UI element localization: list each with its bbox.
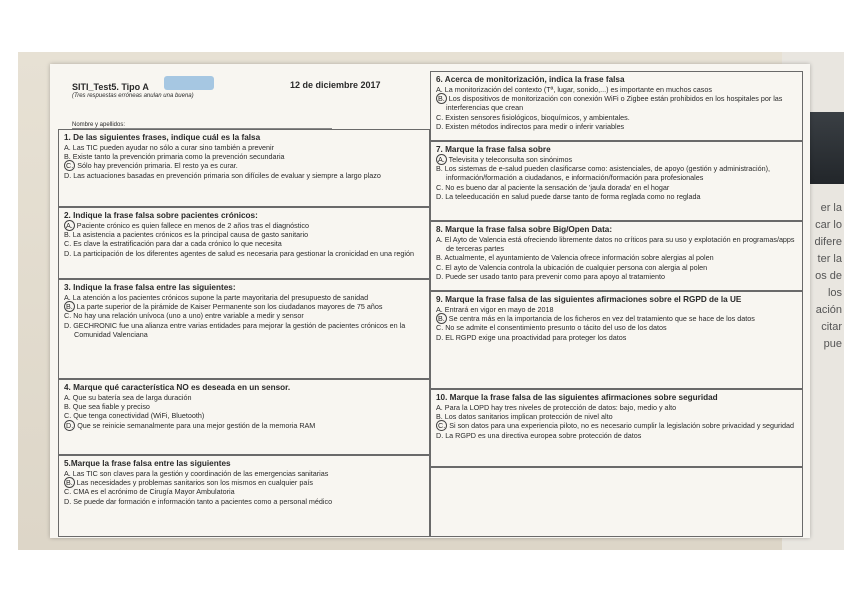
background-word: difere [814, 236, 842, 248]
option-d: D. La participación de los diferentes agentes de salud es necesaria para gestionar la cronicidad en una región [64, 248, 415, 258]
background-word: os de [815, 270, 842, 282]
question-4 [58, 379, 430, 455]
question-10 [430, 389, 803, 467]
name-field: Nombre y apellidos: [72, 122, 332, 129]
option-d: D. EL RGPD exige una proactividad para proteger los datos [436, 332, 627, 342]
question-title: 9. Marque la frase falsa de las siguientes afirmaciones sobre el RGPD de la UE [436, 295, 742, 304]
background-word: los [827, 287, 842, 299]
option-d-marked: D. Que se reinicie semanalmente para una mejor gestión de la memoria RAM [66, 420, 316, 430]
question-title: 5.Marque la frase falsa entre las siguientes [64, 459, 231, 468]
option-c: C. No hay una relación unívoca (uno a uno) entre variable a medir y sensor [64, 311, 304, 321]
option-d: D. Puede ser usado tanto para prevenir como para apoyo al tratamiento [436, 271, 665, 281]
empty-cell [430, 467, 803, 537]
option-a: A. La atención a los pacientes crónicos supone la parte mayoritaria del presupuesto de sanidad [64, 293, 369, 302]
option-b: B. Los datos sanitarios implican protección de nivel alto [436, 412, 613, 422]
option-c: C. No es bueno dar al paciente la sensación de 'jaula dorada' en el hogar [436, 182, 670, 192]
option-c: C. CMA es el acrónimo de Cirugía Mayor Ambulatoria [64, 487, 235, 497]
exam-header [72, 80, 452, 128]
redaction-mark [164, 76, 214, 90]
option-d: D. Se puede dar formación e información tanto a pacientes como a personal médico [64, 496, 333, 506]
option-b: B. La asistencia a pacientes crónicos es la principal causa de gasto sanitario [64, 230, 309, 240]
option-d: D. Las actuaciones basadas en prevención primaria son difíciles de evaluar y siempre a largo plazo [64, 170, 381, 180]
question-title: 1. De las siguientes frases, indique cuál es la falsa [64, 133, 261, 142]
question-8 [430, 221, 803, 291]
question-title: 4. Marque qué característica NO es deseada en un sensor. [64, 383, 291, 392]
option-a-marked: A. Paciente crónico es quien fallece en menos de 2 años tras el diagnóstico [66, 221, 309, 230]
background-word: car lo [815, 219, 842, 231]
option-b: B. Los sistemas de e-salud pueden clasificarse como: asistenciales, de apoyo (gestión y administración), información/formación a ciudadanos, e información/formación para profesionales [436, 164, 770, 183]
question-1 [58, 129, 430, 207]
exam-sheet [50, 64, 810, 538]
question-title: 7. Marque la frase falsa sobre [436, 145, 551, 154]
option-c: C. El ayto de Valencia controla la ubicación de cualquier persona con alergia al polen [436, 262, 708, 272]
option-a: A. Las TIC son claves para la gestión y coordinación de las emergencias sanitarias [64, 469, 329, 478]
option-d: D. Existen métodos indirectos para medir o inferir variables [436, 121, 625, 131]
option-c: C. Es clave la estratificación para dar a cada crónico lo que necesita [64, 239, 282, 249]
test-title: SITI_Test5. Tipo A [72, 82, 149, 92]
option-c: C. Que tenga conectividad (WiFi, Bluetooth) [64, 411, 205, 421]
option-d: D. La teleeducación en salud puede darse tanto de forma reglada como no reglada [436, 191, 701, 201]
question-3 [58, 279, 430, 379]
option-b-marked: B. La parte superior de la pirámide de Kaiser Permanente son los ciudadanos mayores de 75 años [66, 302, 383, 312]
option-c-marked: C. Si son datos para una experiencia piloto, no es necesario cumplir la legislación sobre privacidad y seguridad [438, 421, 794, 431]
question-title: 8. Marque la frase falsa sobre Big/Open Data: [436, 225, 613, 234]
option-a: A. Entrará en vigor en mayo de 2018 [436, 305, 554, 314]
background-word: ación [815, 304, 842, 316]
option-d: D. GECHRONIC fue una alianza entre varias entidades para mejorar la gestión de pacientes crónicos en la Comunidad Valenciana [64, 320, 406, 339]
background-word: er la [820, 202, 842, 214]
option-a: A. La monitorización del contexto (Tª, lugar, sonido,...) es importante en muchos casos [436, 85, 712, 94]
question-6 [430, 71, 803, 141]
option-a-marked: A. Televisita y teleconsulta son sinónimos [438, 155, 573, 164]
question-title: 3. Indique la frase falsa entre las siguientes: [64, 283, 236, 292]
test-note: (Tres respuestas erróneas anulan una buena) [72, 93, 194, 99]
background-word: ter la [817, 253, 842, 265]
background-word: citar [821, 321, 842, 333]
option-b: B. Actualmente, el ayuntamiento de Valencia ofrece información sobre alergias al polen [436, 253, 714, 263]
option-a: A. Para la LOPD hay tres niveles de protección de datos: bajo, medio y alto [436, 403, 677, 412]
option-c-marked: C. Sólo hay prevención primaria. El resto ya es curar. [66, 161, 238, 171]
exam-date: 12 de diciembre 2017 [290, 80, 381, 90]
question-7 [430, 141, 803, 221]
question-title: 6. Acerca de monitorización, indica la frase falsa [436, 75, 625, 84]
option-b-marked: B. Los dispositivos de monitorización con conexión WiFi o Zigbee están prohibidos en los hospitales por las interferencias que crean [438, 94, 783, 113]
option-b-marked: B. Las necesidades y problemas sanitarios son los mismos en cualquier país [66, 478, 313, 488]
option-c: C. No se admite el consentimiento presunto o tácito del uso de los datos [436, 323, 667, 333]
question-9 [430, 291, 803, 389]
option-b: B. Que sea fiable y preciso [64, 402, 150, 412]
photo-background [18, 52, 844, 550]
question-5 [58, 455, 430, 537]
question-title: 2. Indique la frase falsa sobre pacientes crónicos: [64, 211, 258, 220]
option-a: A. Que su batería sea de larga duración [64, 393, 192, 402]
option-a: A. Las TIC pueden ayudar no sólo a curar sino también a prevenir [64, 143, 275, 152]
question-title: 10. Marque la frase falsa de las siguientes afirmaciones sobre seguridad [436, 393, 718, 402]
option-b: B. Existe tanto la prevención primaria como la prevención secundaria [64, 152, 285, 162]
question-2 [58, 207, 430, 279]
option-b-marked: B. Se centra más en la importancia de los ficheros en vez del tratamiento que se hace de los datos [438, 314, 755, 324]
option-d: D. La RGPD es una directiva europea sobre protección de datos [436, 430, 642, 440]
option-a: A. El Ayto de Valencia está ofreciendo libremente datos no críticos para su uso y explotación en programas/apps de terceras partes [436, 235, 795, 254]
option-c: C. Existen sensores fisiológicos, bioquímicos, y ambientales. [436, 112, 630, 122]
background-word: pue [823, 338, 842, 350]
